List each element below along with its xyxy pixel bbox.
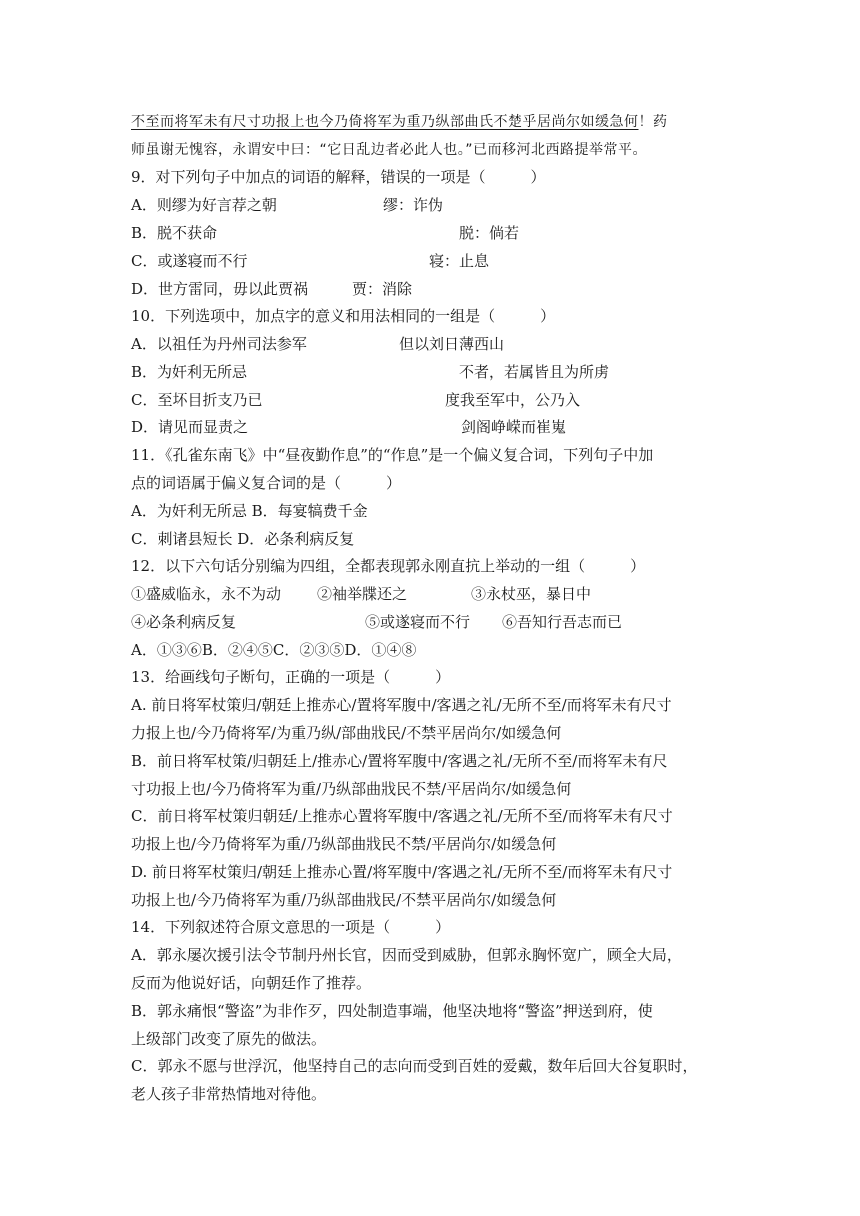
q14-option-b-line-2: 上级部门改变了原先的做法。 — [131, 1030, 327, 1048]
q12-item-6: ⑥吾知行吾志而已 — [502, 613, 623, 631]
q9-option-a: A．则缪为好言荐之朝 — [131, 196, 277, 214]
q10-option-d: D．请见而显责之 — [131, 418, 249, 436]
q14-stem: 14．下列叙述符合原文意思的一项是（ ） — [131, 918, 451, 936]
q12-stem: 12．以下六句话分别编为四组，全都表现郭永刚直抗上举动的一组（ ） — [131, 557, 646, 575]
q10-option-c-note: 度我至军中，公乃入 — [445, 391, 581, 409]
q9-option-b: B．脱不获命 — [131, 224, 218, 242]
q10-option-d-note: 剑阁峥嵘而崔嵬 — [461, 418, 567, 436]
q10-option-a: A．以祖任为丹州司法参军 — [131, 335, 307, 353]
q12-item-4: ④必条利病反复 — [131, 613, 237, 631]
q12-item-5: ⑤或遂寝而不行 — [365, 613, 471, 631]
underlined-sentence: 不至而将军未有尺寸功报上也今乃倚将军为重乃纵部曲氏不楚乎居尚尔如缓急何 — [131, 114, 639, 130]
q11-options-ab: A．为奸利无所忌 B．每宴犒费千金 — [131, 502, 368, 520]
q9-option-b-note: 脱：倘若 — [459, 224, 520, 242]
q10-option-b-note: 不者，若属皆且为所虏 — [459, 363, 610, 381]
q9-option-d: D．世方雷同，毋以此贾祸 — [131, 280, 309, 298]
q13-option-c-line-2: 功报上也/今乃倚将军为重/乃纵部曲戕民不禁/平居尚尔/如缓急何 — [131, 835, 557, 853]
q9-option-c: C．或遂寝而不行 — [131, 252, 248, 270]
q9-option-d-note: 贾：消除 — [352, 280, 413, 298]
q9-stem: 9．对下列句子中加点的词语的解释，错误的一项是（ ） — [131, 168, 546, 186]
q12-item-2: ②袖举牒还之 — [317, 585, 408, 603]
q13-option-c-line-1: C．前日将军杖策归朝廷/上推赤心置将军腹中/客遇之礼/无所不至/而将军未有尺寸 — [131, 807, 673, 825]
q9-option-a-note: 缪：诈伪 — [383, 196, 444, 214]
q12-options: A．①③⑥B．②④⑤C．②③⑤D．①④⑧ — [131, 641, 417, 659]
q11-options-cd: C．刺诸县短长 D．必条利病反复 — [131, 530, 355, 548]
passage-line-2: 师虽谢无愧容，永谓安中曰：“它日乱边者必此人也。”已而移河北西路提举常平。 — [131, 142, 648, 158]
passage-line-1 — [131, 112, 668, 132]
q12-item-1: ①盛威临永，永不为动 — [131, 585, 282, 603]
q13-option-b-line-2: 寸功报上也/今乃倚将军为重/乃纵部曲戕民不禁/平居尚尔/如缓急何 — [131, 780, 572, 798]
q11-stem-line-1: 11．《孔雀东南飞》中“昼夜勤作息”的“作息”是一个偏义复合词，下列句子中加 — [131, 446, 654, 464]
q14-option-a-line-1: A．郭永屡次援引法令节制丹州长官，因而受到威胁，但郭永胸怀宽广，顾全大局， — [131, 946, 682, 964]
q9-option-c-note: 寝：止息 — [429, 252, 490, 270]
q13-option-a-line-1: A. 前日将军杖策归/朝廷上推赤心/置将军腹中/客遇之礼/无所不至/而将军未有尺寸 — [131, 696, 672, 714]
q12-item-3: ③永杖巫，暴日中 — [471, 585, 592, 603]
q13-option-a-line-2: 力报上也/今乃倚将军/为重乃纵/部曲戕民/不禁平居尚尔/如缓急何 — [131, 724, 562, 742]
q13-stem: 13．给画线句子断句，正确的一项是（ ） — [131, 668, 451, 686]
q13-option-b-line-1: B．前日将军杖策/归朝廷上/推赤心/置将军腹中/客遇之礼/无所不至/而将军未有尺 — [131, 752, 668, 770]
q10-stem: 10．下列选项中，加点字的意义和用法相同的一组是（ ） — [131, 307, 556, 325]
q10-option-a-note: 但以刘日薄西山 — [399, 335, 505, 353]
q13-option-d-line-1: D. 前日将军杖策归/朝廷上推赤心置/将军腹中/客遇之礼/无所不至/而将军未有尺寸 — [131, 863, 673, 881]
q10-option-b: B．为奸利无所忌 — [131, 363, 248, 381]
q10-option-c: C．至坏目折支乃已 — [131, 391, 263, 409]
passage-line-1-rest: ！药 — [638, 114, 668, 130]
q14-option-b-line-1: B．郭永痛恨“警盗”为非作歹，四处制造事端，他坚决地将“警盗”押送到府，使 — [131, 1002, 653, 1020]
q13-option-d-line-2: 功报上也/今乃倚将军为重/乃纵部曲戕民/不禁平居尚尔/如缓急何 — [131, 891, 557, 909]
q14-option-c-line-2: 老人孩子非常热情地对待他。 — [131, 1085, 327, 1103]
q11-stem-line-2: 点的词语属于偏义复合词的是（ ） — [131, 474, 402, 492]
q14-option-c-line-1: C．郭永不愿与世浮沉，他坚持自己的志向而受到百姓的爱戴，数年后回大谷复职时， — [131, 1057, 698, 1075]
q14-option-a-line-2: 反而为他说好话，向朝廷作了推荐。 — [131, 974, 372, 992]
